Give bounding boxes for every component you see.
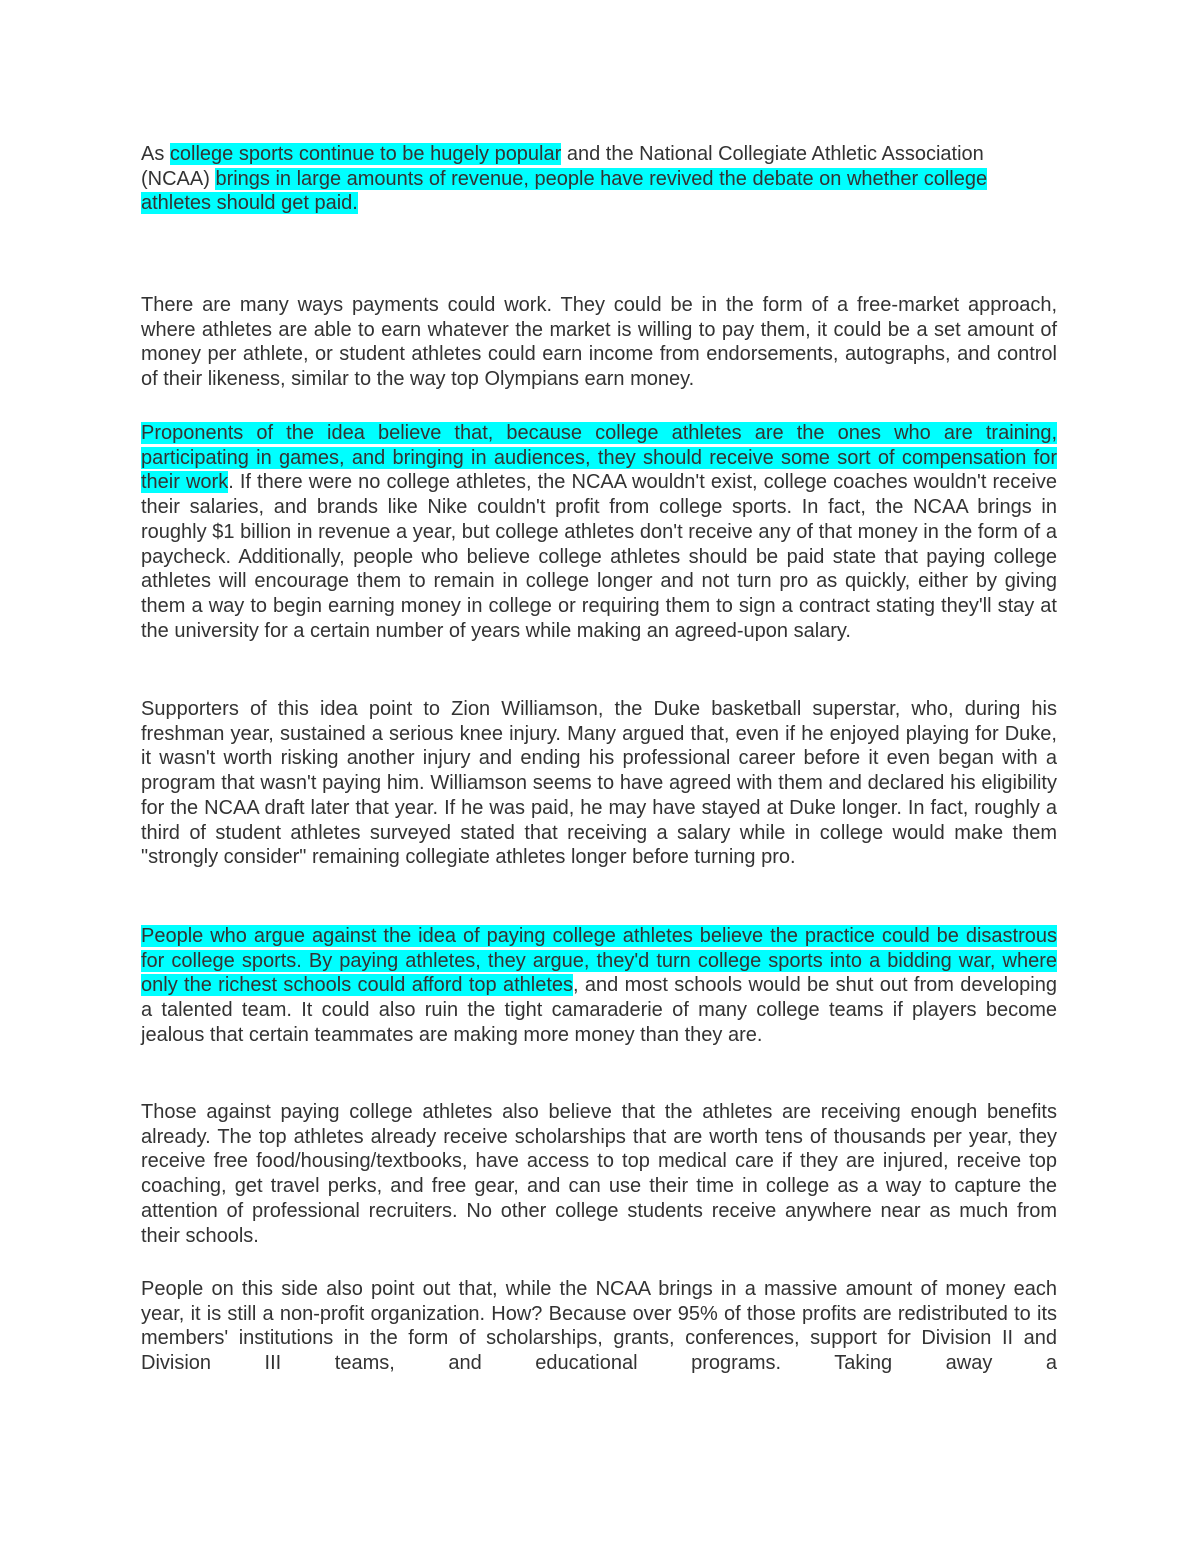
paragraph-non-profit bbox=[141, 1277, 1057, 1376]
text-run: . If there were no college athletes, the NCAA wouldn't exist, college coaches wouldn't receive their salaries, and brands like Nike couldn't profit from college sports. In fact, the NCAA brings in roughly $1 billion in revenue a year, but college athletes don't receive any of that money in the form of a paycheck. Additionally, people who believe college athletes should be paid state that paying college athletes will encourage them to remain in college longer and not turn pro as quickly, either by giving them a way to begin earning money in college or requiring them to sign a contract stating they'll stay at the university for a certain number of years while making an agreed-upon salary. bbox=[141, 471, 1057, 642]
text-run: Supporters of this idea point to Zion Williamson, the Duke basketball superstar, who, during his freshman year, sustained a serious knee injury. Many argued that, even if he enjoyed playing for Duke, it wasn't worth risking another injury and ending his professional career before it even began with a program that wasn't paying him. Williamson seems to have agreed with them and declared his eligibility for the NCAA draft later that year. If he was paid, he may have stayed at Duke longer. In fact, roughly a third of student athletes surveyed stated that receiving a salary while in college would make them "strongly consider" remaining collegiate athletes longer before turning pro. bbox=[141, 698, 1057, 869]
paragraph-proponents bbox=[141, 421, 1057, 643]
paragraph-zion-example bbox=[141, 697, 1057, 870]
highlighted-text: People who argue against the idea of paying college athletes believe the practice could be disastrous for college sports. By paying athletes, they argue, they'd turn college sports into a bidding war, where only the richest schools could afford top athletes bbox=[141, 925, 1057, 997]
highlighted-text: Proponents of the idea believe that, because college athletes are the ones who are training, participating in games, and bringing in audiences, they should receive some sort of compensation for their work bbox=[141, 422, 1057, 494]
paragraph-opponents bbox=[141, 924, 1057, 1048]
text-run: People on this side also point out that, while the NCAA brings in a massive amount of money each year, it is still a non-profit organization. How? Because over 95% of those profits are redistributed to its members' institutions in the form of scholarships, grants, conferences, support for Division II and Division III teams, and educational programs. Taking away a bbox=[141, 1278, 1057, 1375]
text-run: There are many ways payments could work. They could be in the form of a free-market approach, where athletes are able to earn whatever the market is willing to pay them, it could be a set amount of money per athlete, or student athletes could earn income from endorsements, autographs, and control of their likeness, similar to the way top Olympians earn money. bbox=[141, 294, 1057, 391]
text-run: , and most schools would be shut out from developing a talented team. It could also ruin the tight camaraderie of many college teams if players become jealous that certain teammates are making more money than they are. bbox=[141, 974, 1057, 1046]
highlighted-text: brings in large amounts of revenue, people have revived the debate on whether college athletes should get paid. bbox=[141, 167, 988, 215]
text-run: Those against paying college athletes also believe that the athletes are receiving enough benefits already. The top athletes already receive scholarships that are worth tens of thousands per year, they receive free food/housing/textbooks, have access to top medical care if they are injured, receive top coaching, get travel perks, and free gear, and can use their time in college as a way to capture the attention of professional recruiters. No other college students receive anywhere near as much from their schools. bbox=[141, 1101, 1057, 1247]
paragraph-intro bbox=[141, 142, 1057, 216]
text-run: As bbox=[141, 143, 170, 165]
text-run: and the National Collegiate Athletic Association (NCAA) bbox=[141, 143, 984, 190]
paragraph-payment-methods bbox=[141, 293, 1057, 392]
paragraph-benefits bbox=[141, 1100, 1057, 1248]
highlighted-text: college sports continue to be hugely popular bbox=[169, 143, 562, 165]
